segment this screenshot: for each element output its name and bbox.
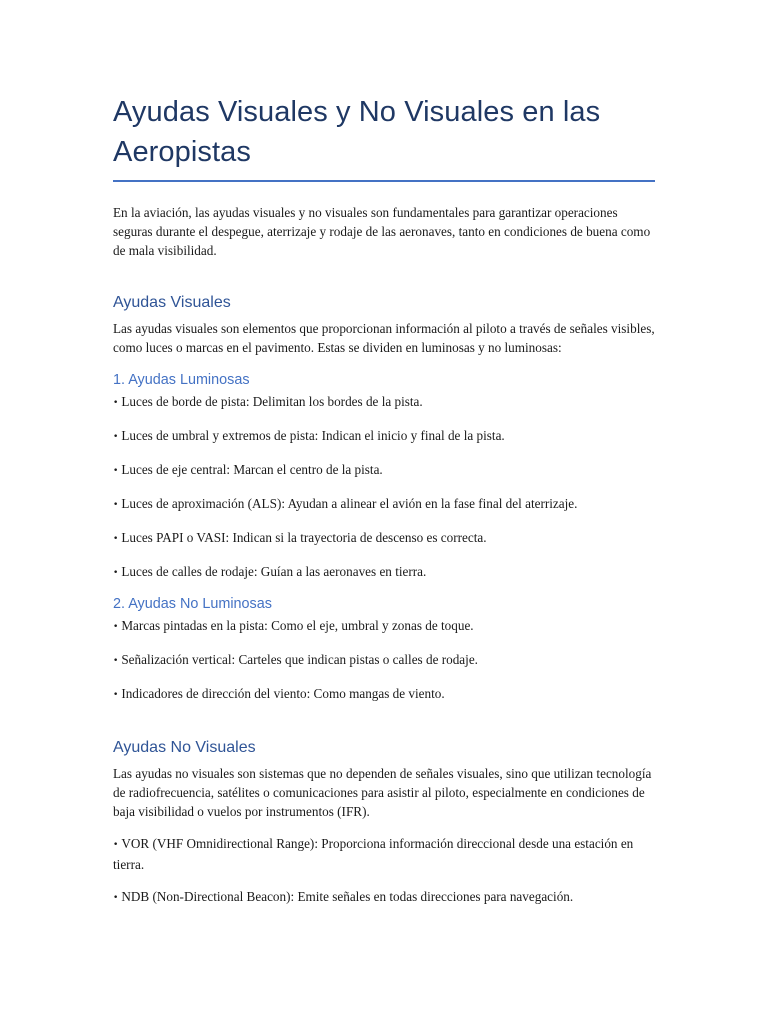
subheading-ayudas-luminosas: 1. Ayudas Luminosas [113,372,250,388]
bullet-icon: • [113,398,119,408]
bullet-icon: • [113,568,119,578]
bullet-icon: • [113,500,119,510]
bullet-icon: • [113,656,119,666]
bullet-icon: • [113,893,119,903]
list-item: • VOR (VHF Omnidirectional Range): Proporciona información direccional desde una estación en tierra. [113,836,634,872]
bullet-icon: • [113,466,119,476]
heading-ayudas-visuales: Ayudas Visuales [113,294,231,311]
list-item: • Indicadores de dirección del viento: Como mangas de viento. [113,686,445,701]
bullet-icon: • [113,840,119,850]
list-item: • Marcas pintadas en la pista: Como el eje, umbral y zonas de toque. [113,618,474,633]
subheading-ayudas-no-luminosas: 2. Ayudas No Luminosas [113,596,272,612]
list-item: • Luces de eje central: Marcan el centro de la pista. [113,462,383,477]
list-item: • NDB (Non-Directional Beacon): Emite señales en todas direcciones para navegación. [113,889,574,904]
bullet-icon: • [113,432,119,442]
list-item: • Luces de umbral y extremos de pista: Indican el inicio y final de la pista. [113,428,505,443]
intro-paragraph: En la aviación, las ayudas visuales y no visuales son fundamentales para garantizar operaciones seguras durante el despegue, aterrizaje y rodaje de las aeronaves, tanto en condiciones de buena como de mala visibilidad. [113,205,651,258]
list-item: • Luces de borde de pista: Delimitan los bordes de la pista. [113,394,423,409]
list-item: • Luces de calles de rodaje: Guían a las aeronaves en tierra. [113,564,427,579]
list-item: • Luces de aproximación (ALS): Ayudan a alinear el avión en la fase final del aterrizaje. [113,496,578,511]
list-item: • Luces PAPI o VASI: Indican si la trayectoria de descenso es correcta. [113,530,487,545]
list-ayudas-luminosas [113,392,655,583]
list-item: • Señalización vertical: Carteles que indican pistas o calles de rodaje. [113,652,478,667]
title-underline [113,180,655,182]
document-page [113,92,655,908]
document-title: Ayudas Visuales y No Visuales en las Aeropistas [113,96,601,168]
bullet-icon: • [113,534,119,544]
paragraph-ayudas-visuales: Las ayudas visuales son elementos que proporcionan información al piloto a través de señales visibles, como luces o marcas en el pavimento. Estas se dividen en luminosas y no luminosas: [113,321,655,355]
heading-ayudas-no-visuales: Ayudas No Visuales [113,739,256,756]
paragraph-ayudas-no-visuales: Las ayudas no visuales son sistemas que no dependen de señales visuales, sino que utilizan tecnología de radiofrecuencia, satélites o comunicaciones para asistir al piloto, especialmente en condiciones de baja visibilidad o vuelos por instrumentos (IFR). [113,766,652,819]
bullet-icon: • [113,622,119,632]
bullet-icon: • [113,690,119,700]
list-ayudas-no-visuales [113,834,655,908]
list-ayudas-no-luminosas [113,616,655,705]
